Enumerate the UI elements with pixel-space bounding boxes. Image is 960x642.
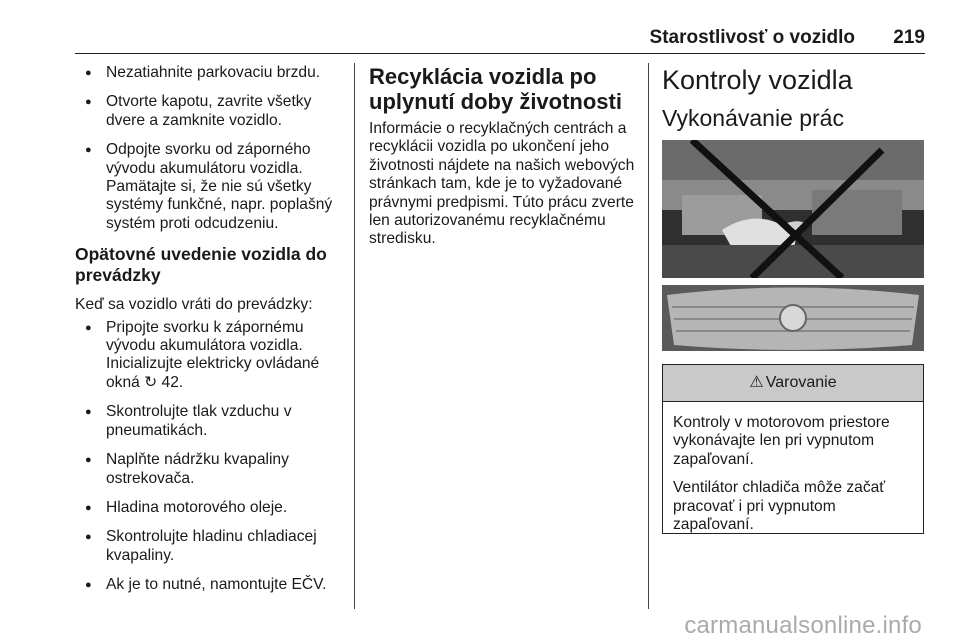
warning-box [662,364,924,534]
watermark: carmanualsonline.info [684,612,922,639]
column-divider-1 [354,63,355,609]
list-item: ● Skontrolujte hladinu chladiacej kvapaliny. [75,528,347,565]
warning-text-1: Kontroly v motorovom priestore vykonávajte len pri vypnutom zapaľovaní. [673,414,890,468]
section-heading-recycling: Recyklácia vozidla po uplynutí doby životnosti [369,64,622,114]
list-item: ● Hladina motorového oleje. [75,499,347,517]
page-number: 219 [893,27,925,48]
column-divider-2 [648,63,649,609]
engine-bay-illustration [662,140,924,278]
list-item: ● Ak je to nutné, namontujte EČV. [75,576,347,594]
list-item: ● Odpojte svorku od záporného vývodu akumulátoru vozidla. Pamätajte si, že nie sú všetky systémy funkčné, napr. poplašný systém proti odcudzeniu. [75,141,347,233]
warning-triangle-icon: ⚠ [749,374,764,391]
column-right [662,64,924,144]
list-item: ● Skontrolujte tlak vzduchu v pneumatikách. [75,403,347,440]
front-grille-illustration [662,285,924,351]
recycling-text: Informácie o recyklačných centrách a recyklácii vozidla po ukončení jeho životnosti nájdete na našich webových stránkach tam, kde je to vyžadované právnymi predpismi. Túto prácu zverte len autorizovanému recyklačnému stredisku. [369,120,635,248]
subheading-work: Vykonávanie prác [662,105,844,131]
column-left [75,64,347,606]
section-heading-checks: Kontroly vozidla [662,65,853,95]
list-item: ● Nezatiahnite parkovaciu brzdu. [75,64,347,82]
warning-title: Varovanie [765,374,837,391]
warning-text-2: Ventilátor chladiča môže začať pracovať i pri vypnutom zapaľovaní. [673,479,886,534]
section-heading-restart: Opätovné uvedenie vozidla do prevádzky [75,244,327,286]
warning-header [663,365,923,402]
list-item: ● Naplňte nádržku kvapaliny ostrekovača. [75,451,347,488]
intro-text: Keď sa vozidlo vráti do prevádzky: [75,296,313,314]
bullet-list-restart [75,319,347,595]
bullet-list-storage [75,64,347,233]
list-item[interactable]: ● Pripojte svorku k zápornému vývodu akumulátora vozidla. Inicializujte elektricky ovládané okná ↻ 42. [75,319,347,393]
column-middle [369,64,639,249]
header-title: Starostlivosť o vozidlo [649,27,855,48]
page-header [75,25,925,54]
list-item: ● Otvorte kapotu, zavrite všetky dvere a zamknite vozidlo. [75,93,347,130]
warning-body [663,402,923,534]
